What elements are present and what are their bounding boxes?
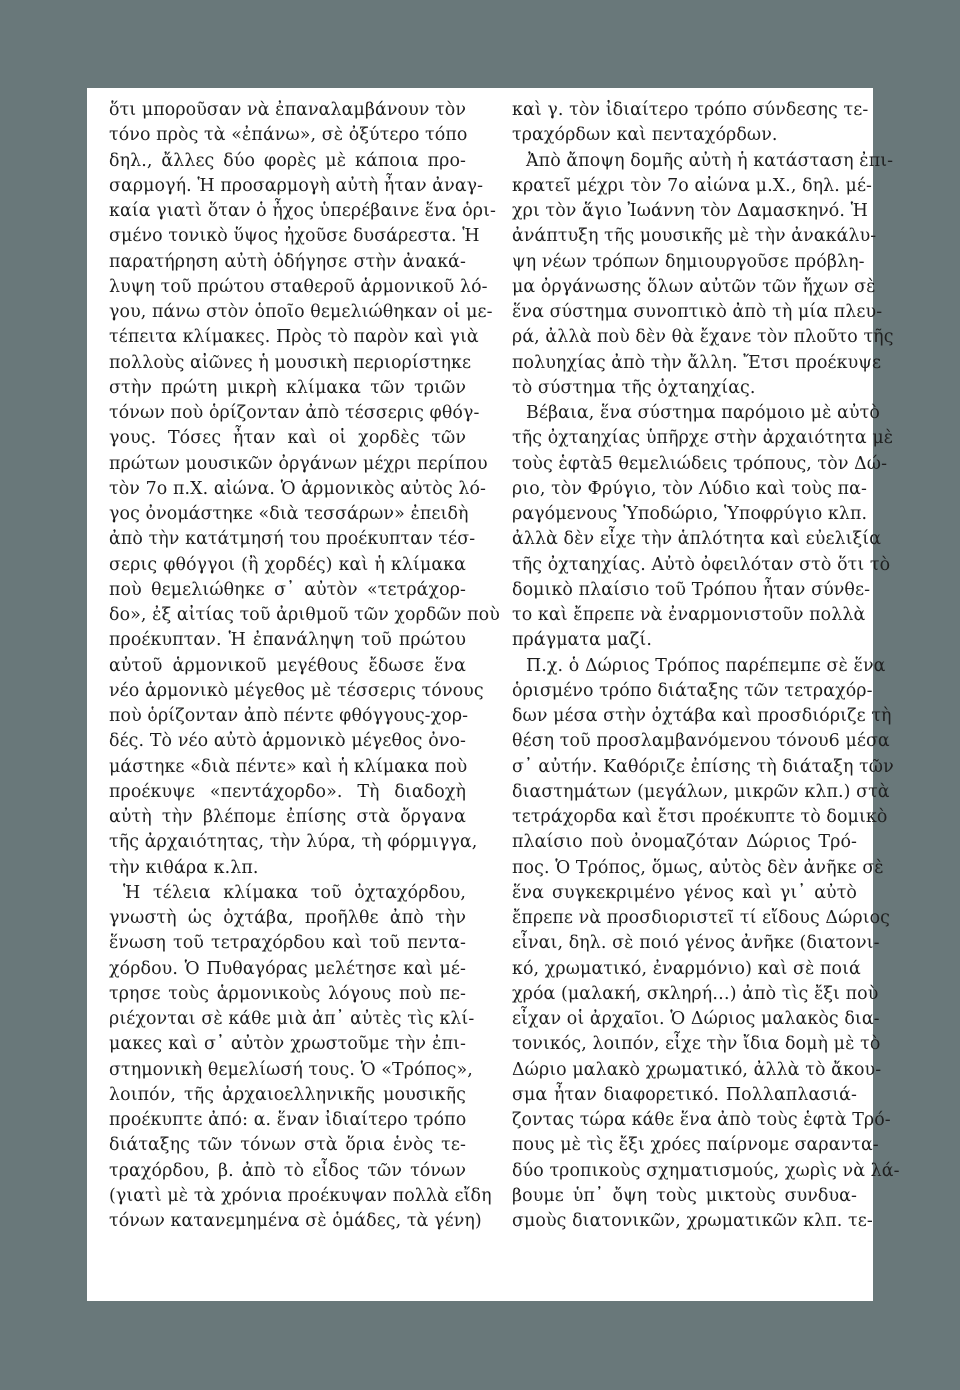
text-line: δύο τροπικοὺς σχηματισμούς, χωρὶς νὰ λά-	[512, 1160, 900, 1181]
text-line: σ᾽ αὐτήν. Καθόριζε ἐπίσης τὴ διάταξη τῶν	[512, 756, 894, 777]
text-line: χόρδου. Ὁ Πυθαγόρας μελέτησε καὶ μέ-	[109, 958, 466, 979]
text-line: ὅτι μποροῦσαν νὰ ἐπαναλαμβάνουν τὸν	[109, 100, 467, 120]
text-line: διάταξης τῶν τόνων στὰ ὅρια ἑνὸς τε-	[109, 1135, 466, 1156]
text-line: Ἀπὸ ἄποψη δομῆς αὐτὴ ἡ κατάσταση ἐπι-	[526, 150, 894, 171]
text-line: τῆς ὀχταηχίας ὑπῆρχε στὴν ἀρχαιότητα μὲ	[512, 428, 894, 449]
text-line: γου, πάνω στὸν ὁποῖο θεμελιώθηκαν οἱ με-	[109, 302, 493, 322]
text-line: αὐτοῦ ἁρμονικοῦ μεγέθους ἔδωσε ἕνα	[109, 655, 466, 676]
text-line: δο», ἐξ αἰτίας τοῦ ἀριθμοῦ τῶν χορδῶν ποὺ	[109, 605, 500, 625]
text-line: ποὺ θεμελιώθηκε σ᾽ αὐτὸν «τετράχορ-	[109, 579, 466, 600]
text-line: σμοὺς διατονικῶν, χρωματικῶν κλπ. τε-	[512, 1211, 873, 1231]
text-line: τέπειτα κλίμακες. Πρὸς τὸ παρὸν καὶ γιὰ	[109, 327, 479, 348]
text-line: πλαίσιο ποὺ ὀνομαζόταν Δώριος Τρό-	[512, 832, 857, 853]
text-line: τὸ σύστημα τῆς ὀχταηχίας.	[512, 377, 756, 398]
text-line: στὴν πρώτη μικρὴ κλίμακα τῶν τριῶν	[109, 377, 466, 398]
text-line: τετράχορδα καὶ ἔτσι προέκυπτε τὸ δομικὸ	[512, 807, 888, 827]
text-line: πολυηχίας ἀπὸ τὴν ἄλλη. Ἔτσι προέκυψε	[512, 352, 882, 373]
text-line: Ἡ τέλεια κλίμακα τοῦ ὀχταχόρδου,	[123, 882, 466, 903]
text-line: προέκυπταν. Ἡ ἐπανάληψη τοῦ πρώτου	[109, 630, 466, 651]
left-text-column	[109, 98, 500, 1234]
text-line: ραγόμενους Ὑποδώριο, Ὑποφρύγιο κλπ.	[512, 504, 868, 524]
text-line: πολλοὺς αἰῶνες ἡ μουσικὴ περιορίστηκε	[109, 352, 472, 373]
text-line: ἕνα σύστημα συνοπτικὸ ἀπὸ τὴ μία πλευ-	[512, 302, 883, 322]
text-line: μα ὀργάνωσης ὅλων αὐτῶν τῶν ἤχων σὲ	[512, 276, 876, 297]
text-line: ψη νέων τρόπων δημιουργοῦσε πρόβλη-	[512, 251, 865, 272]
text-line: πος. Ὁ Τρόπος, ὅμως, αὐτὸς δὲν ἀνῆκε σὲ	[512, 857, 884, 878]
text-line: δές. Τὸ νέο αὐτὸ ἁρμονικὸ μέγεθος ὀνο-	[109, 731, 466, 752]
text-line: ἀνάπτυξη τῆς μουσικῆς μὲ τὴν ἀνακάλυ-	[512, 226, 877, 247]
text-line: ρά, ἀλλὰ ποὺ δὲν θὰ ἔχανε τὸν πλοῦτο τῆς	[512, 327, 894, 348]
text-line: σμένο τονικὸ ὕψος ἠχοῦσε δυσάρεστα. Ἡ	[109, 226, 480, 247]
text-line: (γιατὶ μὲ τὰ χρόνια προέκυψαν πολλὰ εἴδη	[109, 1185, 492, 1206]
text-line: δομικὸ πλαίσιο τοῦ Τρόπου ἦταν σύνθε-	[512, 579, 871, 600]
text-line: εἶχαν οἱ ἀρχαῖοι. Ὁ Δώριος μαλακὸς δια-	[512, 1009, 880, 1029]
text-line: βουμε ὑπ᾽ ὄψη τοὺς μικτοὺς συνδυα-	[512, 1185, 857, 1206]
text-line: καία γιατὶ ὅταν ὁ ἦχος ὑπερέβαινε ἕνα ὁρι-	[109, 201, 496, 221]
text-line: μάστηκε «διὰ πέντε» καὶ ἡ κλίμακα ποὺ	[109, 756, 468, 777]
text-line: γους. Τόσες ἦταν καὶ οἱ χορδὲς τῶν	[109, 428, 466, 449]
text-line: τῆς ἀρχαιότητας, τὴν λύρα, τὴ φόρμιγγα,	[109, 832, 478, 853]
text-line: παρατήρηση αὐτὴ ὁδήγησε στὴν ἀνακά-	[109, 251, 466, 272]
text-line: ἀλλὰ δὲν εἶχε τὴν ἁπλότητα καὶ εὐελιξία	[512, 529, 882, 550]
text-line: σμα ἦταν διαφορετικό. Πολλαπλασιά-	[512, 1084, 857, 1105]
text-line: ὁρισμένο τρόπο διάταξης τῶν τετραχόρ-	[512, 680, 873, 701]
text-line: πους μὲ τὶς ἔξι χρόες παίρνομε σαραντα-	[512, 1135, 879, 1156]
text-line: τόνων ποὺ ὁρίζονταν ἀπὸ τέσσερις φθόγ-	[109, 403, 480, 423]
text-line: τρησε τοὺς ἁρμονικοὺς λόγους ποὺ πε-	[109, 983, 466, 1004]
text-line: τοὺς ἑφτὰ5 θεμελιώδεις τρόπους, τὸν Δώ-	[512, 453, 888, 474]
text-line: ἕνα συγκεκριμένο γένος καὶ γι᾽ αὐτὸ	[512, 882, 857, 903]
text-line: ποὺ ὁρίζονταν ἀπὸ πέντε φθόγγους-χορ-	[109, 706, 469, 726]
text-line: δων μέσα στὴν ὀχτάβα καὶ προσδιόριζε τὴ	[512, 706, 892, 726]
text-line: νέο ἁρμονικὸ μέγεθος μὲ τέσσερις τόνους	[109, 680, 484, 701]
page	[87, 88, 900, 1301]
text-line: θέση τοῦ προσλαμβανόμενου τόνου6 μέσα	[512, 731, 890, 752]
text-line: δηλ., ἄλλες δύο φορὲς μὲ κάποια προ-	[109, 150, 466, 171]
text-line: τόνο πρὸς τὰ «ἐπάνω», σὲ ὀξύτερο τόπο	[109, 125, 468, 146]
text-line: σαρμογή. Ἡ προσαρμογὴ αὐτὴ ἦταν ἀναγ-	[109, 175, 484, 196]
text-line: αὐτὴ τὴν βλέπομε ἐπίσης στὰ ὄργανα	[109, 807, 466, 827]
right-text-column	[512, 98, 900, 1234]
text-line: προέκυπτε ἀπό: α. ἕναν ἰδιαίτερο τρόπο	[109, 1110, 467, 1130]
text-line: Π.χ. ὁ Δώριος Τρόπος παρέπεμπε σὲ ἕνα	[526, 655, 886, 676]
text-line: τόνων κατανεμημένα σὲ ὁμάδες, τὰ γένη)	[109, 1211, 482, 1231]
text-line: εἶναι, δηλ. σὲ ποιό γένος ἀνῆκε (διατονι-	[512, 933, 880, 954]
text-line: ἀπὸ τὴν κατάτμησή του προέκυπταν τέσ-	[109, 529, 476, 550]
text-line: τὸν 7ο π.Χ. αἰώνα. Ὁ ἁρμονικὸς αὐτὸς λό-	[109, 478, 487, 499]
text-line: Βέβαια, ἕνα σύστημα παρόμοιο μὲ αὐτὸ	[526, 403, 880, 423]
text-line: ριο, τὸν Φρύγιο, τὸν Λύδιο καὶ τοὺς πα-	[512, 478, 867, 499]
text-line: κό, χρωματικό, ἐναρμόνιο) καὶ σὲ ποιά	[512, 958, 861, 979]
text-line: μακες καὶ σ᾽ αὐτὸν χρωστοῦμε τὴν ἐπι-	[109, 1034, 466, 1055]
text-line: ἔπρεπε νὰ προσδιοριστεῖ τί εἴδους Δώριος	[512, 908, 891, 928]
text-line: καὶ γ. τὸν ἰδιαίτερο τρόπο σύνδεσης τε-	[512, 100, 869, 120]
text-line: ἕνωση τοῦ τετραχόρδου καὶ τοῦ πεντα-	[109, 933, 466, 954]
text-line: τὴν κιθάρα κ.λπ.	[109, 857, 259, 878]
text-line: γος ὀνομάστηκε «διὰ τεσσάρων» ἐπειδὴ	[109, 504, 469, 524]
text-line: διαστημάτων (μεγάλων, μικρῶν κλπ.) στὰ	[512, 781, 890, 802]
text-line: κρατεῖ μέχρι τὸν 7ο αἰώνα μ.Χ., δηλ. μέ-	[512, 175, 873, 196]
text-line: λοιπόν, τῆς ἀρχαιοελληνικῆς μουσικῆς	[109, 1084, 466, 1105]
text-line: λυψη τοῦ πρώτου σταθεροῦ ἁρμονικοῦ λό-	[109, 276, 488, 297]
text-line: το καὶ ἔπρεπε νὰ ἐναρμονιστοῦν πολλὰ	[512, 605, 866, 625]
text-line: προέκυψε «πεντάχορδο». Τὴ διαδοχὴ	[109, 781, 466, 802]
text-line: χρόα (μαλακή, σκληρή…) ἀπὸ τὶς ἔξι ποὺ	[512, 983, 879, 1004]
text-line: τονικός, λοιπόν, εἶχε τὴν ἴδια δομὴ μὲ τὸ	[512, 1034, 881, 1055]
text-line: Δώριο μαλακὸ χρωματικό, ἀλλὰ τὸ ἄκου-	[512, 1059, 882, 1080]
text-line: πράγματα μαζί.	[512, 630, 652, 651]
text-line: γνωστὴ ὡς ὀχτάβα, προῆλθε ἀπὸ τὴν	[109, 908, 466, 928]
text-line: πρώτων μουσικῶν ὀργάνων μέχρι περίπου	[109, 453, 488, 474]
text-line: ζοντας τώρα κάθε ἕνα ἀπὸ τοὺς ἑφτὰ Τρό-	[512, 1110, 891, 1130]
text-line: τραχόρδων καὶ πενταχόρδων.	[512, 125, 778, 146]
text-line: σερις φθόγγοι (ἢ χορδές) καὶ ἡ κλίμακα	[109, 554, 466, 575]
text-line: χρι τὸν ἅγιο Ἰωάννη τὸν Δαμασκηνό. Ἡ	[512, 201, 868, 221]
text-line: στημονικὴ θεμελίωσή τους. Ὁ «Τρόπος»,	[109, 1059, 473, 1080]
text-line: τραχόρδου, β. ἀπὸ τὸ εἶδος τῶν τόνων	[109, 1160, 466, 1181]
text-line: τῆς ὀχταηχίας. Αὐτὸ ὀφειλόταν στὸ ὅτι τὸ	[512, 554, 891, 575]
text-line: ριέχονται σὲ κάθε μιὰ ἀπ᾽ αὐτὲς τὶς κλί-	[109, 1009, 475, 1029]
